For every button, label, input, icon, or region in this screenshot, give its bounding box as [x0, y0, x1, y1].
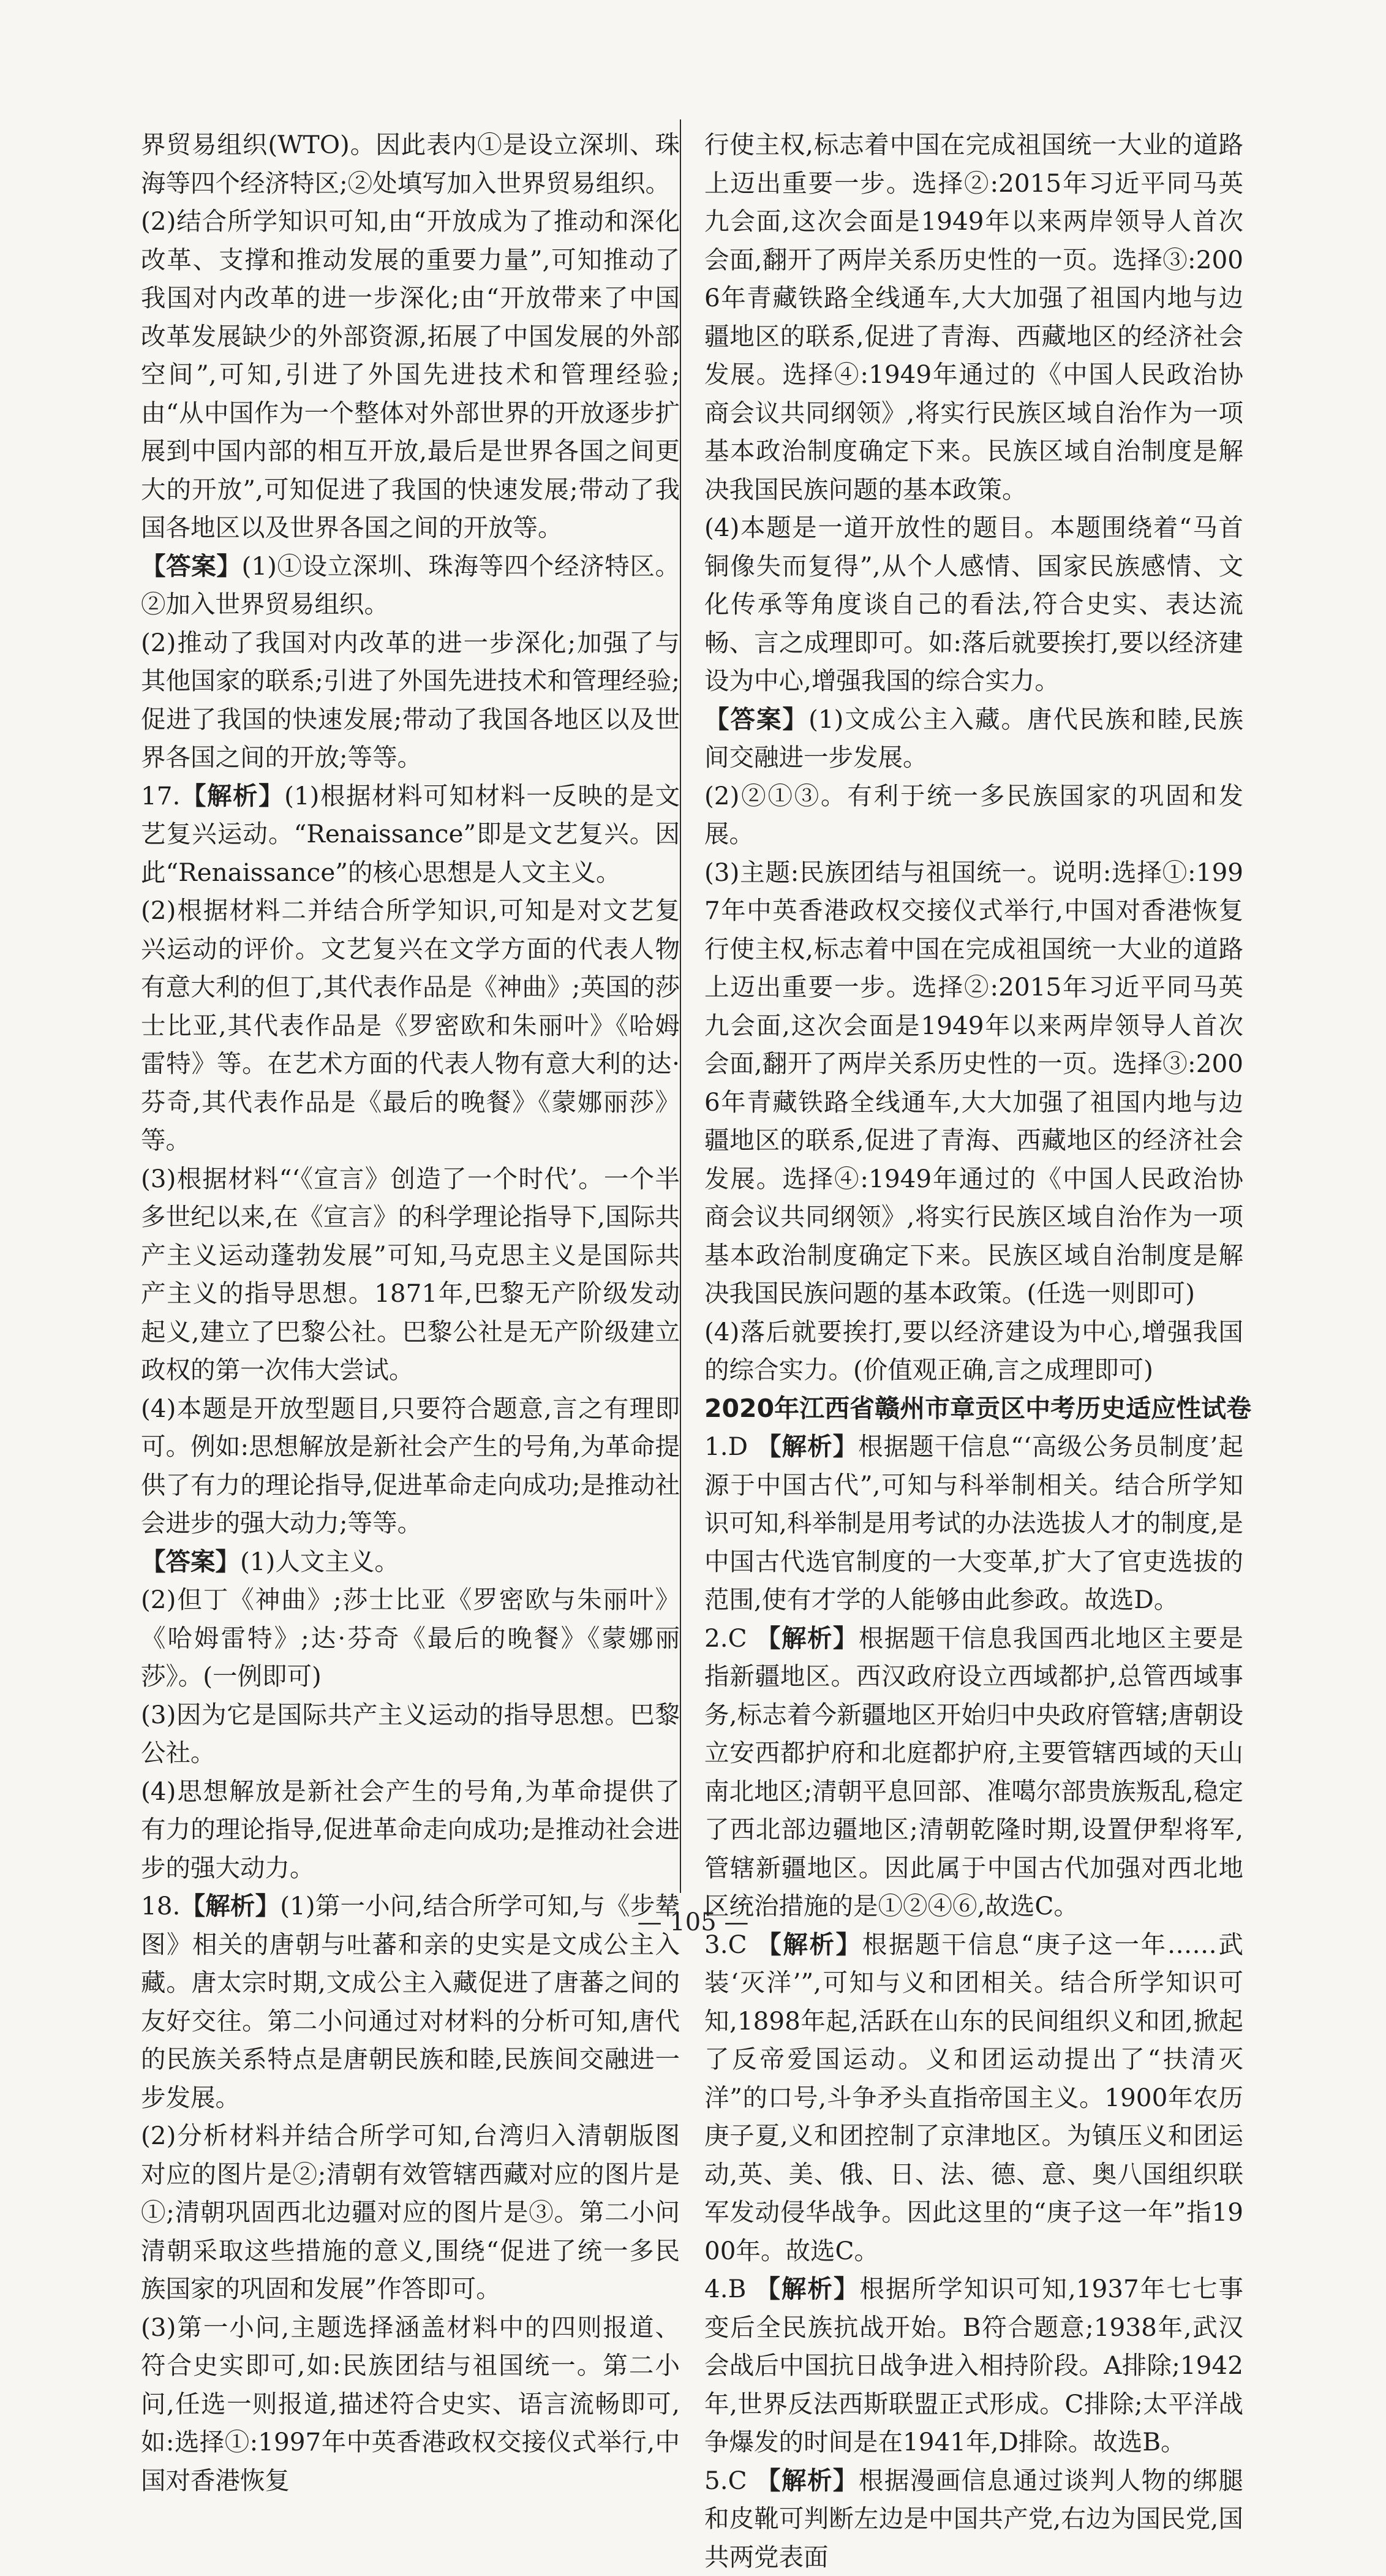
paragraph-text: (1)根据材料可知材料一反映的是文艺复兴运动。“Renaissance”即是文艺复兴。因此“Renaissance”的核心思想是人文主义。 — [141, 781, 680, 887]
paragraph-text: (3)根据材料“‘《宣言》创造了一个时代’。一个半多世纪以来,在《宣言》的科学理论指导下,国际共产主义运动蓬勃发展”可知,马克思主义是国际共产主义的指导思想。1871年,巴黎无产阶级发动起义,建立了巴黎公社。巴黎公社是无产阶级建立政权的第一次伟大尝试。 — [141, 1164, 680, 1385]
question-number: 3. — [704, 1930, 728, 1959]
page-number: — 105 — — [0, 1908, 1386, 1936]
analysis-tag: 【解析】 — [756, 1930, 862, 1959]
paragraph-text: (2)结合所学知识可知,由“开放成为了推动和深化改革、支撑和推动发展的重要力量”,可知推动了我国对内改革的进一步深化;由“开放带来了中国改革发展缺少的外部资源,拓展了中国发展的外部空间”,可知,引进了外国先进技术和管理经验;由“从中国作为一个整体对外部世界的开放逐步扩展到中国内部的相互开放,最后是世界各国之间更大的开放”,可知促进了我国的快速发展;带动了我国各地区以及世界各国之间的开放等。 — [141, 206, 680, 542]
analysis-tag: 【解析】 — [755, 2274, 859, 2303]
choice-letter: C — [728, 2466, 756, 2495]
answer-paragraph — [141, 1543, 680, 1581]
choice-letter: C — [728, 1930, 757, 1959]
question-item — [704, 1619, 1243, 1925]
answer-tag: 【答案】 — [141, 1547, 240, 1576]
question-item — [704, 2461, 1243, 2576]
paragraph-text: (3)因为它是国际共产主义运动的指导思想。巴黎公社。 — [141, 1700, 680, 1768]
paragraph-text: (1)①设立深圳、珠海等四个经济特区。②加入世界贸易组织。 — [141, 551, 680, 619]
left-column — [141, 126, 680, 2499]
question-number: 2. — [704, 1623, 728, 1653]
question-number: 17. — [141, 781, 180, 810]
analysis-tag: 【解析】 — [756, 1623, 859, 1653]
answer-tag: 【答案】 — [141, 551, 242, 581]
question-number: 1. — [704, 1432, 728, 1461]
text-paragraph — [141, 1772, 680, 1887]
text-paragraph — [141, 1160, 680, 1389]
text-paragraph — [141, 1389, 680, 1543]
answer-paragraph — [704, 700, 1243, 777]
text-paragraph — [704, 508, 1243, 700]
analysis-tag: 【解析】 — [756, 2466, 859, 2495]
text-paragraph — [141, 1581, 680, 1696]
paragraph-text: 界贸易组织(WTO)。因此表内①是设立深圳、珠海等四个经济特区;②处填写加入世界贸易组织。 — [141, 130, 680, 198]
text-paragraph — [141, 2308, 680, 2500]
question-number: 5. — [704, 2466, 728, 2495]
paragraph-text: (1)第一小问,结合所学可知,与《步辇图》相关的唐朝与吐蕃和亲的史实是文成公主入藏。唐太宗时期,文成公主入藏促进了唐蕃之间的友好交往。第二小问通过对材料的分析可知,唐代的民族关系特点是唐朝民族和睦,民族间交融进一步发展。 — [141, 1891, 680, 2112]
paragraph-text: (3)主题:民族团结与祖国统一。说明:选择①:1997年中英香港政权交接仪式举行,中国对香港恢复行使主权,标志着中国在完成祖国统一大业的道路上迈出重要一步。选择②:2015年习近平同马英九会面,这次会面是1949年以来两岸领导人首次会面,翻开了两岸关系历史性的一页。选择③:2006年青藏铁路全线通车,大大加强了祖国内地与边疆地区的联系,促进了青海、西藏地区的经济社会发展。选择④:1949年通过的《中国人民政治协商会议共同纲领》,将实行民族区域自治作为一项基本政治制度确定下来。民族区域自治制度是解决我国民族问题的基本政策。(任选一则即可) — [704, 858, 1243, 1309]
paragraph-text: (4)落后就要挨打,要以经济建设为中心,增强我国的综合实力。(价值观正确,言之成理即可) — [704, 1317, 1243, 1385]
paragraph-text: (1)人文主义。 — [240, 1547, 399, 1576]
answer-tag: 【答案】 — [704, 704, 808, 734]
choice-letter: C — [728, 1623, 756, 1653]
question-item — [704, 1925, 1243, 2270]
paragraph-text: 根据题干信息我国西北地区主要是指新疆地区。西汉政府设立西域都护,总管西域事务,标志着今新疆地区开始归中央政府管辖;唐朝设立安西都护府和北庭都护府,主要管辖西域的天山南北地区;清朝平息回部、准噶尔部贵族叛乱,稳定了西北部边疆地区;清朝乾隆时期,设置伊犁将军,管辖新疆地区。因此属于中国古代加强对西北地区统治措施的是①②④⑥,故选C。 — [704, 1623, 1243, 1921]
choice-letter: B — [728, 2274, 756, 2303]
text-paragraph — [704, 853, 1243, 1313]
text-paragraph — [141, 2117, 680, 2308]
text-paragraph — [141, 126, 680, 202]
question-item — [704, 1427, 1243, 1619]
question-item — [704, 2270, 1243, 2461]
paragraph-text: (2)但丁《神曲》;莎士比亚《罗密欧与朱丽叶》《哈姆雷特》;达·芬奇《最后的晚餐》《蒙娜丽莎》。(一例即可) — [141, 1585, 680, 1691]
paragraph-text: (4)思想解放是新社会产生的号角,为革命提供了有力的理论指导,促进革命走向成功;是推动社会进步的强大动力。 — [141, 1777, 680, 1883]
section-title: 2020年江西省赣州市章贡区中考历史适应性试卷 — [704, 1389, 1243, 1428]
answer-paragraph — [141, 547, 680, 624]
paragraph-text: (2)根据材料二并结合所学知识,可知是对文艺复兴运动的评价。文艺复兴在文学方面的代表人物有意大利的但丁,其代表作品是《神曲》;英国的莎士比亚,其代表作品是《罗密欧和朱丽叶》《哈姆雷特》等。在艺术方面的代表人物有意大利的达·芬奇,其代表作品是《最后的晚餐》《蒙娜丽莎》等。 — [141, 896, 680, 1155]
column-divider — [680, 119, 681, 1893]
paragraph-text: 根据漫画信息通过谈判人物的绑腿和皮靴可判断左边是中国共产党,右边为国民党,国共两党表面 — [704, 2466, 1243, 2572]
paragraph-text: (2)分析材料并结合所学可知,台湾归入清朝版图对应的图片是②;清朝有效管辖西藏对应的图片是①;清朝巩固西北边疆对应的图片是③。第二小问清朝采取这些措施的意义,围绕“促进了统一多民族国家的巩固和发展”作答即可。 — [141, 2121, 680, 2303]
right-column — [704, 126, 1243, 2576]
text-paragraph — [141, 1696, 680, 1772]
text-paragraph — [141, 624, 680, 777]
analysis-tag: 【解析】 — [180, 1891, 280, 1921]
question-number: 4. — [704, 2274, 728, 2303]
text-paragraph — [704, 777, 1243, 853]
analysis-tag: 【解析】 — [180, 781, 284, 810]
paragraph-text: (2)推动了我国对内改革的进一步深化;加强了与其他国家的联系;引进了外国先进技术和管理经验;促进了我国的快速发展;带动了我国各地区以及世界各国之间的开放;等等。 — [141, 628, 680, 772]
text-paragraph — [704, 1313, 1243, 1389]
paragraph-text: 根据题干信息“庚子这一年……武装‘灭洋’”,可知与义和团相关。结合所学知识可知,1898年起,活跃在山东的民间组织义和团,掀起了反帝爱国运动。义和团运动提出了“扶清灭洋”的口号,斗争矛头直指帝国主义。1900年农历庚子夏,义和团控制了京津地区。为镇压义和团运动,英、美、俄、日、法、德、意、奥八国组织联军发动侵华战争。因此这里的“庚子这一年”指1900年。故选C。 — [704, 1930, 1243, 2265]
paragraph-text: (4)本题是开放型题目,只要符合题意,言之有理即可。例如:思想解放是新社会产生的号角,为革命提供了有力的理论指导,促进革命走向成功;是推动社会进步的强大动力;等等。 — [141, 1394, 680, 1538]
question-item — [141, 777, 680, 892]
paragraph-text: (2)②①③。有利于统一多民族国家的巩固和发展。 — [704, 781, 1243, 849]
paragraph-text: (4)本题是一道开放性的题目。本题围绕着“马首铜像失而复得”,从个人感情、国家民族感情、文化传承等角度谈自己的看法,符合史实、表达流畅、言之成理即可。如:落后就要挨打,要以经济建设为中心,增强我国的综合实力。 — [704, 513, 1243, 695]
paragraph-text: 根据所学知识可知,1937年七七事变后全民族抗战开始。B符合题意;1938年,武汉会战后中国抗日战争进入相持阶段。A排除;1942年,世界反法西斯联盟正式形成。C排除;太平洋战争爆发的时间是在1941年,D排除。故选B。 — [704, 2274, 1243, 2457]
analysis-tag: 【解析】 — [756, 1432, 858, 1461]
text-paragraph — [141, 891, 680, 1160]
paragraph-text: 根据题干信息“‘高级公务员制度’起源于中国古代”,可知与科举制相关。结合所学知识可知,科举制是用考试的办法选拔人才的制度,是中国古代选官制度的一大变革,扩大了官吏选拔的范围,使有才学的人能够由此参政。故选D。 — [704, 1432, 1243, 1614]
text-paragraph — [141, 202, 680, 547]
question-number: 18. — [141, 1891, 180, 1921]
paragraph-text: (1)文成公主入藏。唐代民族和睦,民族间交融进一步发展。 — [704, 704, 1243, 772]
paragraph-text: 行使主权,标志着中国在完成祖国统一大业的道路上迈出重要一步。选择②:2015年习近平同马英九会面,这次会面是1949年以来两岸领导人首次会面,翻开了两岸关系历史性的一页。选择③:2006年青藏铁路全线通车,大大加强了祖国内地与边疆地区的联系,促进了青海、西藏地区的经济社会发展。选择④:1949年通过的《中国人民政治协商会议共同纲领》,将实行民族区域自治作为一项基本政治制度确定下来。民族区域自治制度是解决我国民族问题的基本政策。 — [704, 130, 1243, 504]
choice-letter: D — [728, 1432, 756, 1461]
paragraph-text: (3)第一小问,主题选择涵盖材料中的四则报道、符合史实即可,如:民族团结与祖国统一。第二小问,任选一则报道,描述符合史实、语言流畅即可,如:选择①:1997年中英香港政权交接仪式举行,中国对香港恢复 — [141, 2313, 680, 2495]
text-paragraph — [704, 126, 1243, 508]
